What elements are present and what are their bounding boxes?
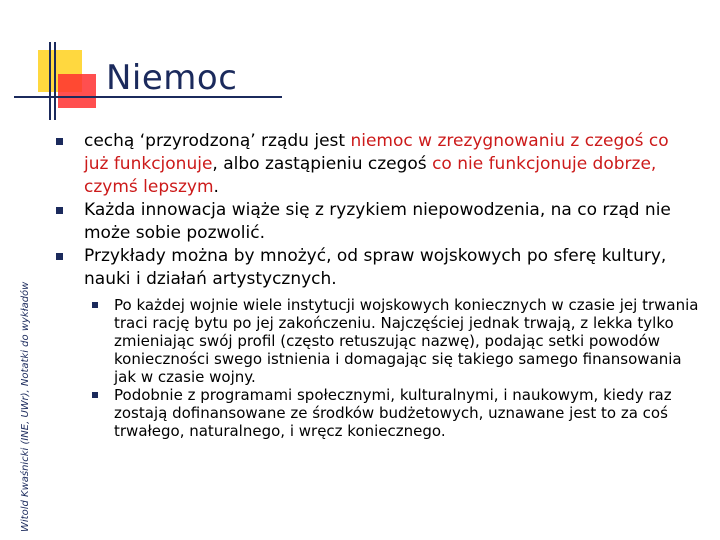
sub-bullet-marker [92,392,98,398]
bullet-marker [56,138,63,145]
bullet-text-highlight: niemoc w zrezygnowaniu z czegoś co już funkcjonuje [84,131,669,174]
bullet-marker [56,253,63,260]
side-attribution: Witold Kwaśnicki (INE, UWr), Notatki do wykładów [20,281,31,532]
sub-bullet-item [92,386,702,440]
bullet-text-part: , albo zastąpieniu czegoś [212,154,433,174]
sub-bullet-list [92,296,702,440]
slide-title: Niemoc [106,58,238,98]
bullet-text-part: . [213,177,219,197]
bullet-item [56,199,696,245]
decor-vertical-line [54,42,56,120]
bullet-text-part: cechą ‘przyrodzoną’ rządu jest [84,131,351,151]
sub-bullet-marker [92,302,98,308]
decor-red-square [58,74,96,108]
sub-bullet-text: Po każdej wojnie wiele instytucji wojskowych koniecznych w czasie jej trwania traci rację bytu po jej zakończeniu. Najczęściej jednak trwają, z lekka tylko zmieniając swój profil (często retuszując nazwę), podając setki powodów konieczności swego istnienia i domagając się takiego samego finansowania jak w czasie wojny. [114,296,699,386]
bullet-item [56,245,696,291]
bullet-marker [56,207,63,214]
bullet-item [56,130,696,199]
bullet-text: Przykłady można by mnożyć, od spraw wojskowych po sferę kultury, nauki i działań artystycznych. [84,246,667,289]
bullet-text-highlight: co nie funkcjonuje dobrze, czymś lepszym [84,154,657,197]
decor-vertical-line [49,42,51,120]
bullet-list [56,130,696,291]
sub-bullet-item [92,296,702,386]
sub-bullet-text: Podobnie z programami społecznymi, kulturalnymi, i naukowym, kiedy raz zostają dofinansowane ze środków budżetowych, uznawane jest to za coś trwałego, naturalnego, i wręcz koniecznego. [114,386,672,440]
bullet-text: Każda innowacja wiąże się z ryzykiem niepowodzenia, na co rząd nie może sobie pozwolić. [84,200,671,243]
